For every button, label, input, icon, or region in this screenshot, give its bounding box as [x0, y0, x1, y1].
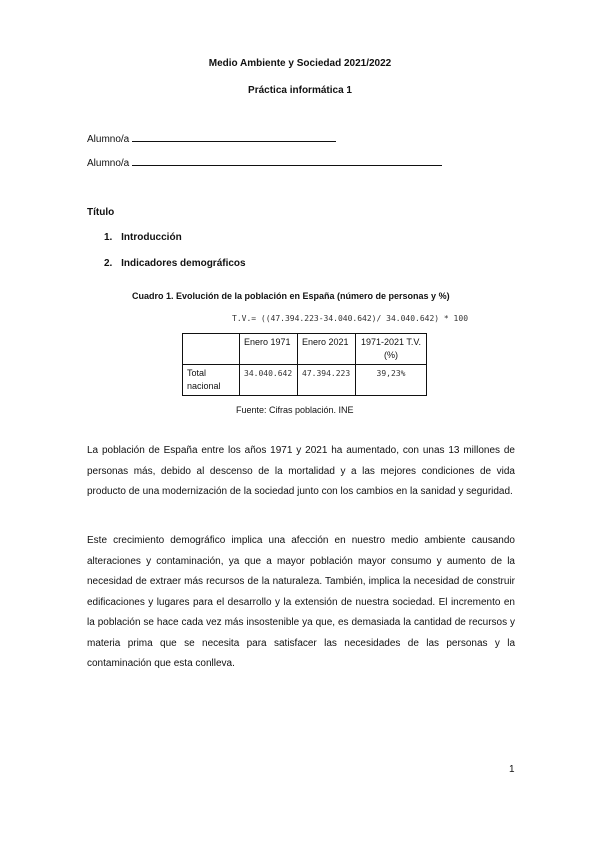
page-number: 1 [509, 764, 515, 775]
student-line-2 [87, 155, 442, 169]
table-source: Fuente: Cifras población. INE [236, 405, 354, 415]
section-number: 2. [104, 258, 113, 269]
growth-formula: T.V.= ((47.394.223-34.040.642)/ 34.040.642) * 100 [232, 314, 469, 323]
section-heading [104, 232, 182, 243]
row-label: Total nacional [183, 365, 240, 396]
population-table [182, 333, 427, 396]
section-heading [104, 258, 246, 269]
value-2021: 47.394.223 [298, 365, 356, 396]
value-1971: 34.040.642 [240, 365, 298, 396]
table-header-1971: Enero 1971 [240, 334, 298, 365]
paragraph-2: Este crecimiento demográfico implica una afección en nuestro medio ambiente causando alteraciones y contaminación, ya que a mayor población mayor consumo y aumento de la necesidad de extraer más recursos de la naturaleza. También, implica la necesidad de construir edificaciones y lugares para el desarrollo y la extensión de nuestra sociedad. El incremento en la población se hace cada vez más insostenible ya que, es demasiada la cantidad de recursos y materia prima que se necesita para satisfacer las necesidades de las personas y la contaminación que esta conlleva. [87, 535, 515, 669]
value-tv: 39,23% [356, 365, 427, 396]
document-title-label: Título [87, 207, 115, 218]
section-label: Indicadores demográficos [121, 258, 246, 269]
paragraph-1: La población de España entre los años 1971 y 2021 ha aumentado, con unas 13 millones de personas más, debido al descenso de la mortalidad y a las mejores condiciones de vida producto de una modernización de la sociedad junto con los cambios en la sanidad y seguridad. [87, 445, 515, 497]
student-blank-1[interactable] [132, 131, 336, 142]
section-label: Introducción [121, 232, 182, 243]
practice-title: Práctica informática 1 [248, 85, 352, 96]
student-label: Alumno/a [87, 134, 130, 145]
table-cell-empty [183, 334, 240, 365]
table-header-tv: 1971-2021 T.V.(%) [356, 334, 427, 365]
course-title: Medio Ambiente y Sociedad 2021/2022 [208, 58, 392, 69]
student-blank-2[interactable] [132, 155, 442, 166]
table-header-2021: Enero 2021 [298, 334, 356, 365]
section-number: 1. [104, 232, 113, 243]
student-label: Alumno/a [87, 158, 130, 169]
table-header-row [183, 334, 427, 365]
student-line-1 [87, 131, 336, 145]
table-caption: Cuadro 1. Evolución de la población en España (número de personas y %) [132, 291, 450, 301]
table-row [183, 365, 427, 396]
